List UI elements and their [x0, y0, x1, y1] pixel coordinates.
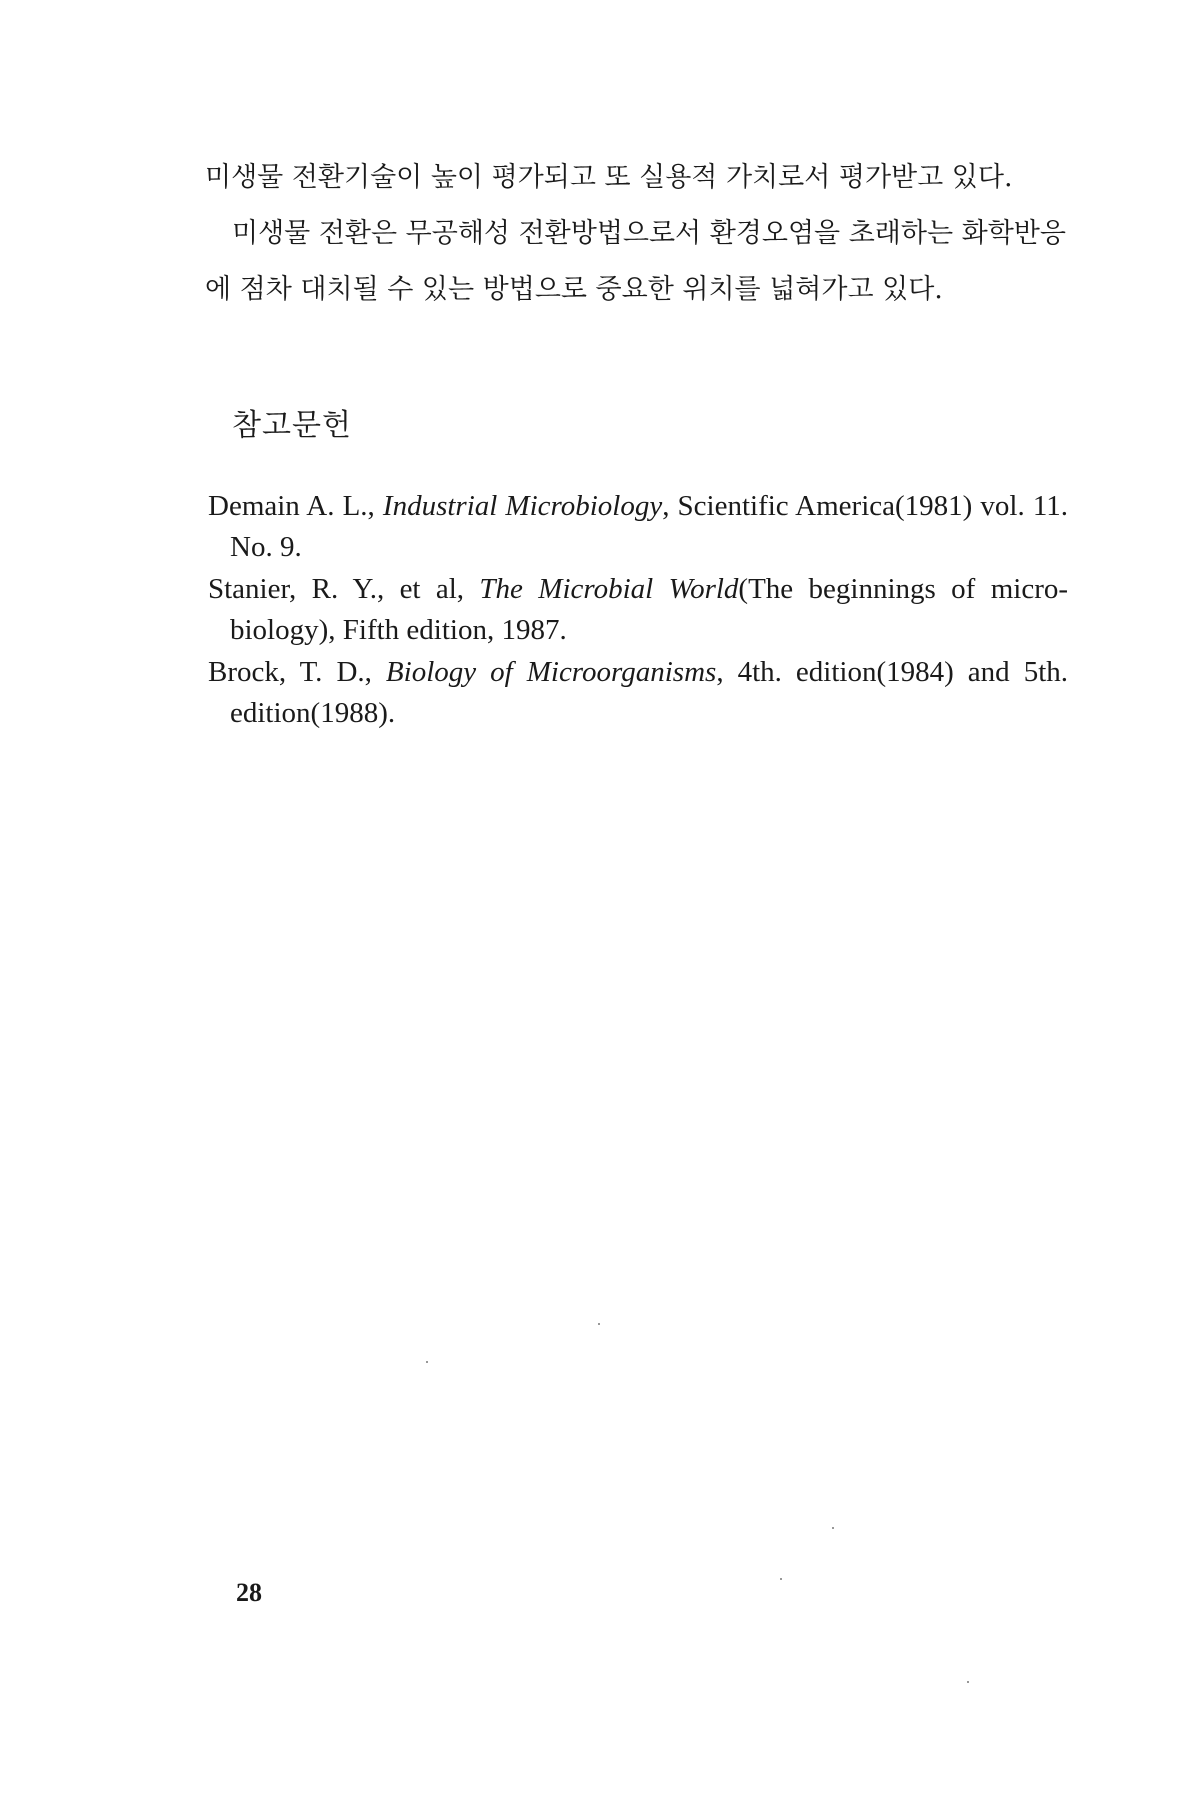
reference-details: (The beginnings of micro-biology), Fifth edition, 1987. [230, 573, 1069, 646]
references-heading: 참고문헌 [232, 408, 352, 443]
reference-item [208, 652, 1068, 734]
reference-list [208, 486, 1068, 735]
reference-authors: Stanier, R. Y., et al, [208, 573, 480, 605]
scan-speck [426, 1361, 428, 1363]
body-line-continuation: 미생물 전환기술이 높이 평가되고 또 실용적 가치로서 평가받고 있다. [205, 162, 1013, 193]
scan-speck [780, 1578, 782, 1580]
reference-authors: Brock, T. D., [208, 656, 386, 688]
reference-details: , Scientific America(1981) vol. 11. No. 9. [230, 490, 1068, 563]
body-text [205, 150, 1075, 318]
reference-title: The Microbial World [479, 573, 739, 605]
scan-speck [598, 1323, 600, 1325]
scan-speck [967, 1681, 969, 1683]
reference-title: Biology of Microorganisms [385, 656, 717, 688]
scan-speck [832, 1527, 834, 1529]
page-number: 28 [236, 1578, 262, 1607]
reference-item [208, 569, 1068, 651]
reference-item [208, 486, 1068, 568]
reference-authors: Demain A. L., [208, 490, 383, 522]
reference-title: Industrial Microbiology [382, 490, 663, 522]
body-paragraph: 미생물 전환은 무공해성 전환방법으로서 환경오염을 초래하는 화학반응에 점차 대치될 수 있는 방법으로 중요한 위치를 넓혀가고 있다. [205, 218, 1066, 305]
reference-details: , 4th. edition(1984) and 5th. edition(1988). [230, 656, 1068, 729]
